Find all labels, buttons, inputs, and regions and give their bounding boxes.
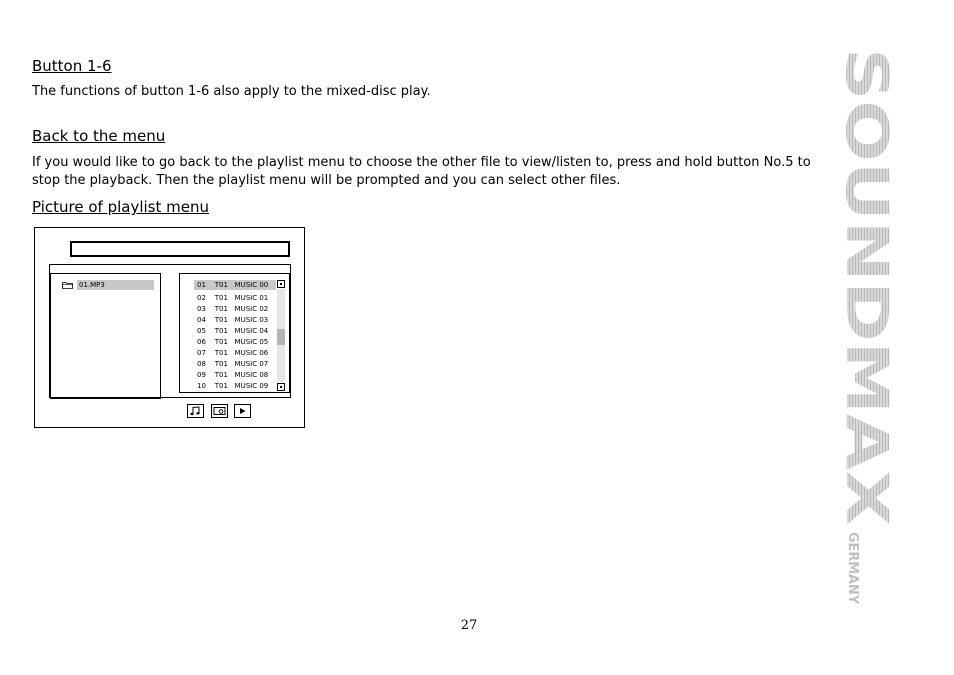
file-name: MUSIC 04 <box>234 327 269 335</box>
file-list-item[interactable] <box>194 337 276 348</box>
photo-icon <box>213 406 226 416</box>
button-section-heading: Button 1-6 <box>32 57 112 75</box>
photo-button[interactable] <box>211 404 228 418</box>
folder-panel <box>50 273 161 399</box>
file-name: MUSIC 05 <box>234 338 269 346</box>
file-list-item[interactable] <box>194 326 276 337</box>
file-name: MUSIC 02 <box>234 305 269 313</box>
play-icon <box>236 406 249 416</box>
file-name: MUSIC 07 <box>234 360 269 368</box>
folder-icon <box>62 281 73 289</box>
file-track: T01 <box>214 349 228 357</box>
file-name: MUSIC 06 <box>234 349 269 357</box>
file-num: 07 <box>197 349 206 357</box>
file-num: 02 <box>197 294 206 302</box>
brand-name: SOUNDMAX <box>833 48 901 431</box>
file-num: 04 <box>197 316 206 324</box>
menu-inner-frame <box>49 264 291 398</box>
file-list-item[interactable] <box>194 304 276 315</box>
file-num: 09 <box>197 371 206 379</box>
file-list <box>194 280 276 392</box>
brand-sub: GERMANY <box>845 532 860 605</box>
file-name: MUSIC 03 <box>234 316 269 324</box>
folder-label: 01.MP3 <box>77 280 154 290</box>
menu-title-bar <box>70 241 290 257</box>
file-num: 06 <box>197 338 206 346</box>
file-list-item[interactable] <box>194 293 276 304</box>
back-to-menu-text: If you would like to go back to the playlist menu to choose the other file to view/listen to, press and hold button No.5 to stop the playback. Then the playlist menu will be prompted and you can select other files. <box>32 155 811 188</box>
file-scrollbar[interactable] <box>277 280 285 391</box>
file-panel <box>179 273 290 393</box>
file-num: 01 <box>197 281 206 289</box>
playlist-picture-heading: Picture of playlist menu <box>32 198 209 216</box>
file-track: T01 <box>214 281 228 289</box>
file-track: T01 <box>214 294 228 302</box>
file-list-item[interactable] <box>194 381 276 392</box>
file-name: MUSIC 09 <box>234 382 269 390</box>
file-num: 10 <box>197 382 206 390</box>
back-to-menu-heading: Back to the menu <box>32 127 166 145</box>
file-list-item[interactable] <box>194 348 276 359</box>
page-number: 27 <box>460 618 478 633</box>
file-num: 05 <box>197 327 206 335</box>
folder-item <box>60 280 156 290</box>
file-list-item[interactable] <box>194 280 276 290</box>
file-track: T01 <box>214 360 228 368</box>
music-icon <box>189 406 202 416</box>
file-name: MUSIC 08 <box>234 371 269 379</box>
file-track: T01 <box>214 305 228 313</box>
file-track: T01 <box>214 338 228 346</box>
file-name: MUSIC 00 <box>234 281 269 289</box>
file-num: 08 <box>197 360 206 368</box>
file-track: T01 <box>214 327 228 335</box>
file-track: T01 <box>214 382 228 390</box>
soundmax-logo <box>833 48 907 610</box>
file-track: T01 <box>214 316 228 324</box>
file-name: MUSIC 01 <box>234 294 269 302</box>
music-button[interactable] <box>187 404 204 418</box>
play-button[interactable] <box>234 404 251 418</box>
scroll-track[interactable] <box>277 289 285 382</box>
file-list-item[interactable] <box>194 315 276 326</box>
file-track: T01 <box>214 371 228 379</box>
scroll-up-icon[interactable] <box>277 280 285 288</box>
file-list-item[interactable] <box>194 370 276 381</box>
playlist-menu-picture <box>34 227 305 428</box>
scroll-thumb[interactable] <box>277 329 285 345</box>
file-list-item[interactable] <box>194 359 276 370</box>
button-section-text: The functions of button 1-6 also apply to the mixed-disc play. <box>32 84 431 99</box>
file-num: 03 <box>197 305 206 313</box>
scroll-down-icon[interactable] <box>277 383 285 391</box>
